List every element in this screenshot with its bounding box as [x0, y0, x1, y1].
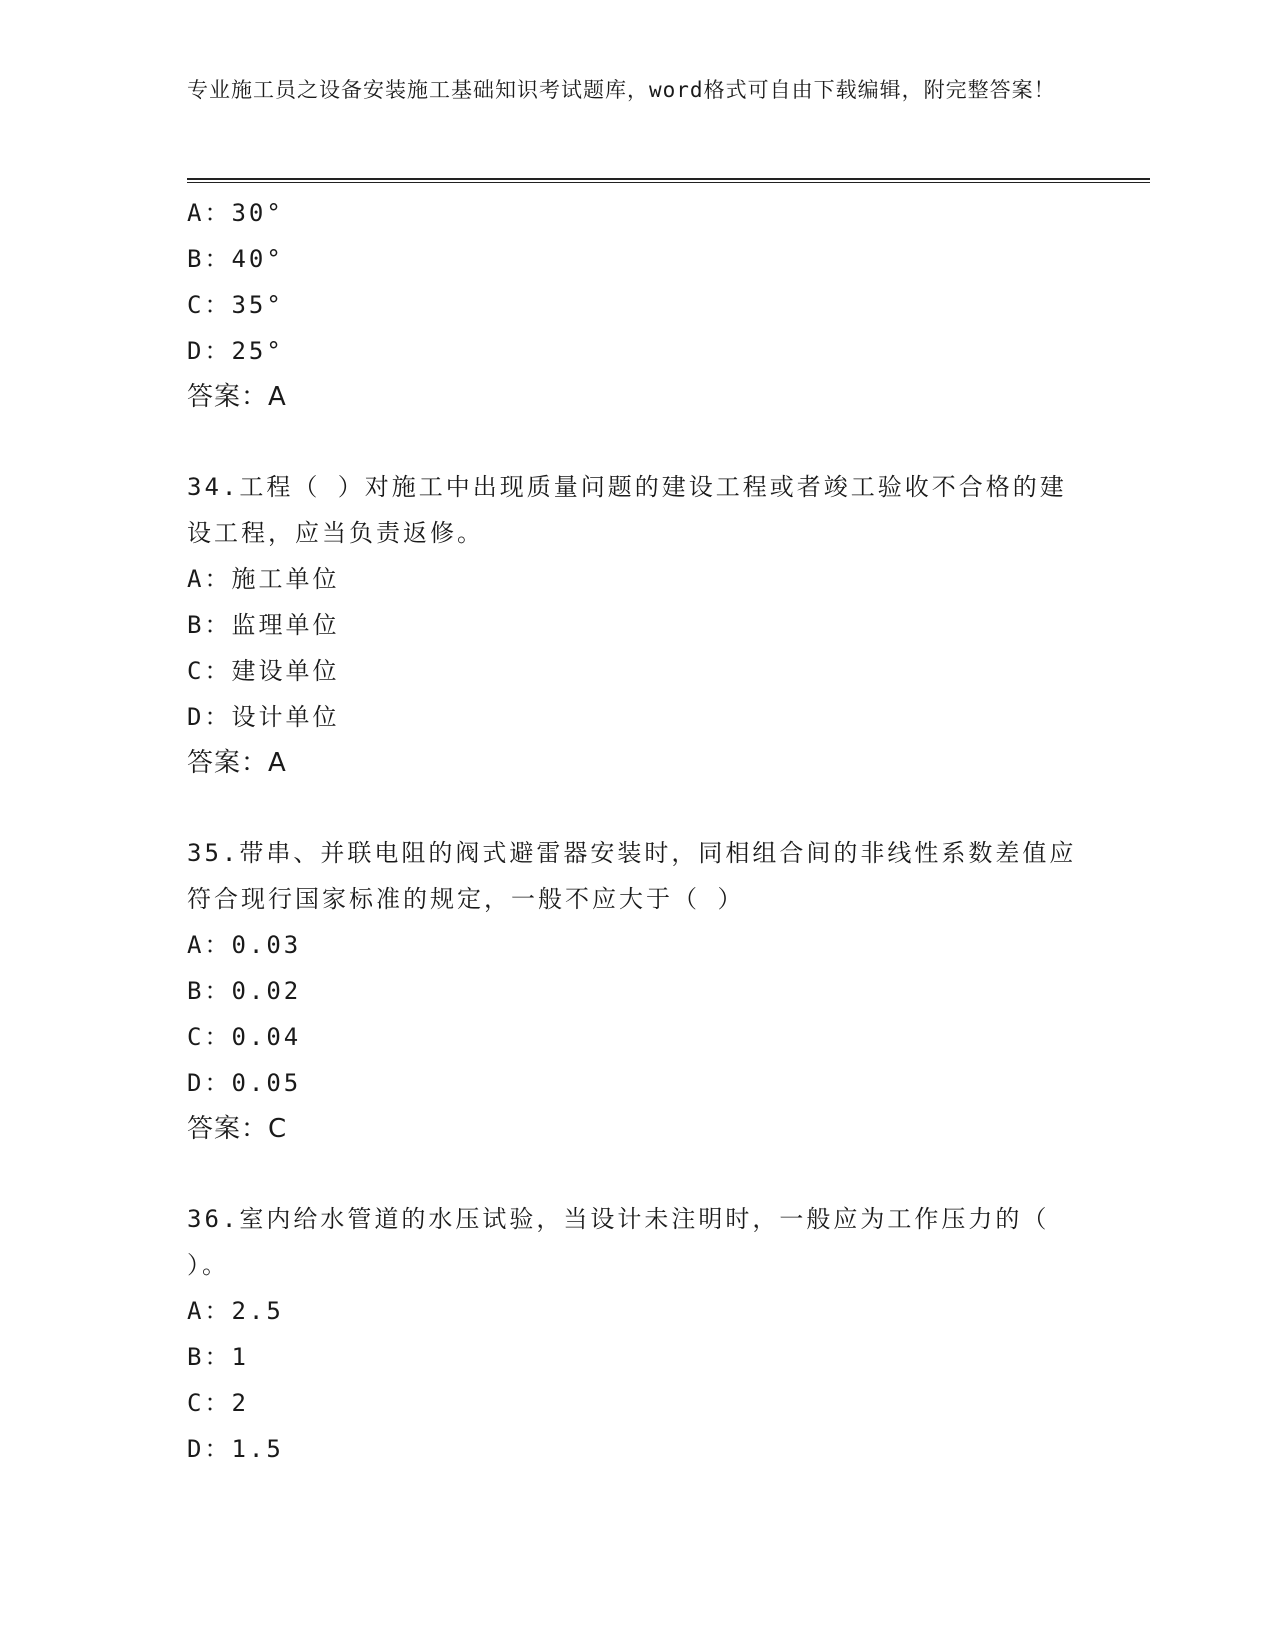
- question-34: [187, 464, 1087, 786]
- answer: 答案：C: [187, 1114, 288, 1144]
- question-content: [187, 190, 1087, 1472]
- option-c: C：35°: [187, 291, 284, 319]
- question-36: [187, 1196, 1087, 1472]
- spacer: [187, 420, 1087, 464]
- question-text: 35.带串、并联电阻的阀式避雷器安装时，同相组合间的非线性系数差值应符合现行国家标准的规定，一般不应大于（ ）: [187, 839, 1077, 913]
- option-c: C：2: [187, 1389, 249, 1417]
- option-b: B：40°: [187, 245, 284, 273]
- option-d: D：1.5: [187, 1435, 284, 1463]
- option-d: D：25°: [187, 337, 284, 365]
- option-b: B：0.02: [187, 977, 302, 1005]
- option-a: A：施工单位: [187, 565, 340, 593]
- document-header: 专业施工员之设备安装施工基础知识考试题库，word格式可自由下载编辑，附完整答案！: [187, 78, 1056, 102]
- question-text: 36.室内给水管道的水压试验，当设计未注明时，一般应为工作压力的（ ）。: [187, 1205, 1050, 1279]
- question-35: [187, 830, 1087, 1152]
- option-a: A：2.5: [187, 1297, 284, 1325]
- option-d: D：设计单位: [187, 703, 340, 731]
- option-c: C：0.04: [187, 1023, 302, 1051]
- option-b: B：监理单位: [187, 611, 340, 639]
- question-text: 34.工程（ ）对施工中出现质量问题的建设工程或者竣工验收不合格的建设工程，应当负责返修。: [187, 473, 1067, 547]
- header-rule-thin: [187, 182, 1150, 183]
- answer: 答案：A: [187, 382, 287, 412]
- option-d: D：0.05: [187, 1069, 302, 1097]
- answer: 答案：A: [187, 748, 287, 778]
- spacer: [187, 1152, 1087, 1196]
- question-33: [187, 190, 1087, 420]
- header-rule-thick: [187, 178, 1150, 180]
- option-a: A：30°: [187, 199, 284, 227]
- option-a: A：0.03: [187, 931, 302, 959]
- spacer: [187, 786, 1087, 830]
- option-c: C：建设单位: [187, 657, 340, 685]
- option-b: B：1: [187, 1343, 249, 1371]
